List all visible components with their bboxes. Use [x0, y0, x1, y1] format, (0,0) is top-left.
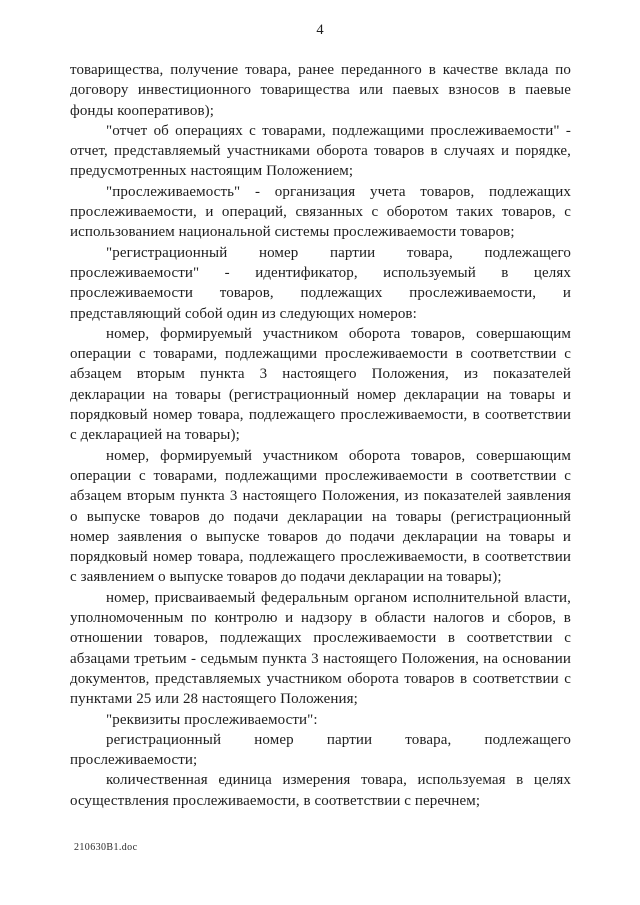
document-filename: 210630В1.doc	[74, 842, 138, 853]
paragraph-number-assigned-by-authority: номер, присваиваемый федеральным органом исполнительной власти, уполномоченным по контролю и надзору в области налогов и сборов, в отношении товаров, подлежащих прослеживаемости в соответствии с абзацами третьим - седьмым пункта 3 настоящего Положения, на основании документов, представляемых участником оборота товаров в соответствии с пунктами 25 или 28 настоящего Положения;	[70, 589, 571, 708]
paragraph-continuation: товарищества, получение товара, ранее переданного в качестве вклада по договору инвестиционного товарищества или паевых взносов в паевые фонды кооперативов);	[70, 62, 571, 119]
paragraph-definition-requisites: "реквизиты прослеживаемости":	[106, 711, 318, 728]
page-number: 4	[316, 22, 324, 38]
paragraph-definition-registration-number: "регистрационный номер партии товара, подлежащего прослеживаемости" - идентификатор, используемый в целях прослеживаемости товаров, подлежащих прослеживаемости, и представляющий собой один из следующих номеров:	[70, 244, 571, 322]
paragraph-requisite-quantity-unit: количественная единица измерения товара, используемая в целях осуществления прослеживаемости, в соответствии с перечнем;	[70, 772, 571, 809]
paragraph-requisite-registration-number: регистрационный номер партии товара, подлежащего прослеживаемости;	[70, 731, 571, 769]
document-body	[70, 60, 571, 811]
paragraph-number-from-declaration: номер, формируемый участником оборота товаров, совершающим операции с товарами, подлежащими прослеживаемости в соответствии с абзацем вторым пункта 3 настоящего Положения, из показателей декларации на товары (регистрационный номер декларации на товары и порядковый номер товара, подлежащего прослеживаемости, в соответствии с декларацией на товары);	[70, 325, 571, 444]
paragraph-number-from-release-application: номер, формируемый участником оборота товаров, совершающим операции с товарами, подлежащими прослеживаемости в соответствии с абзацем вторым пункта 3 настоящего Положения, из показателей заявления о выпуске товаров до подачи декларации на товары (регистрационный номер заявления о выпуске товаров до подачи декларации на товары и порядковый номер товара, подлежащего прослеживаемости, в соответствии с заявлением о выпуске товаров до подачи декларации на товары);	[70, 447, 571, 586]
paragraph-definition-report: "отчет об операциях с товарами, подлежащими прослеживаемости" - отчет, представляемый участниками оборота товаров в случаях и порядке, предусмотренных настоящим Положением;	[70, 122, 571, 180]
paragraph-definition-traceability: "прослеживаемость" - организация учета товаров, подлежащих прослеживаемости, и операций, связанных с оборотом таких товаров, с использованием национальной системы прослеживаемости товаров;	[70, 183, 571, 241]
